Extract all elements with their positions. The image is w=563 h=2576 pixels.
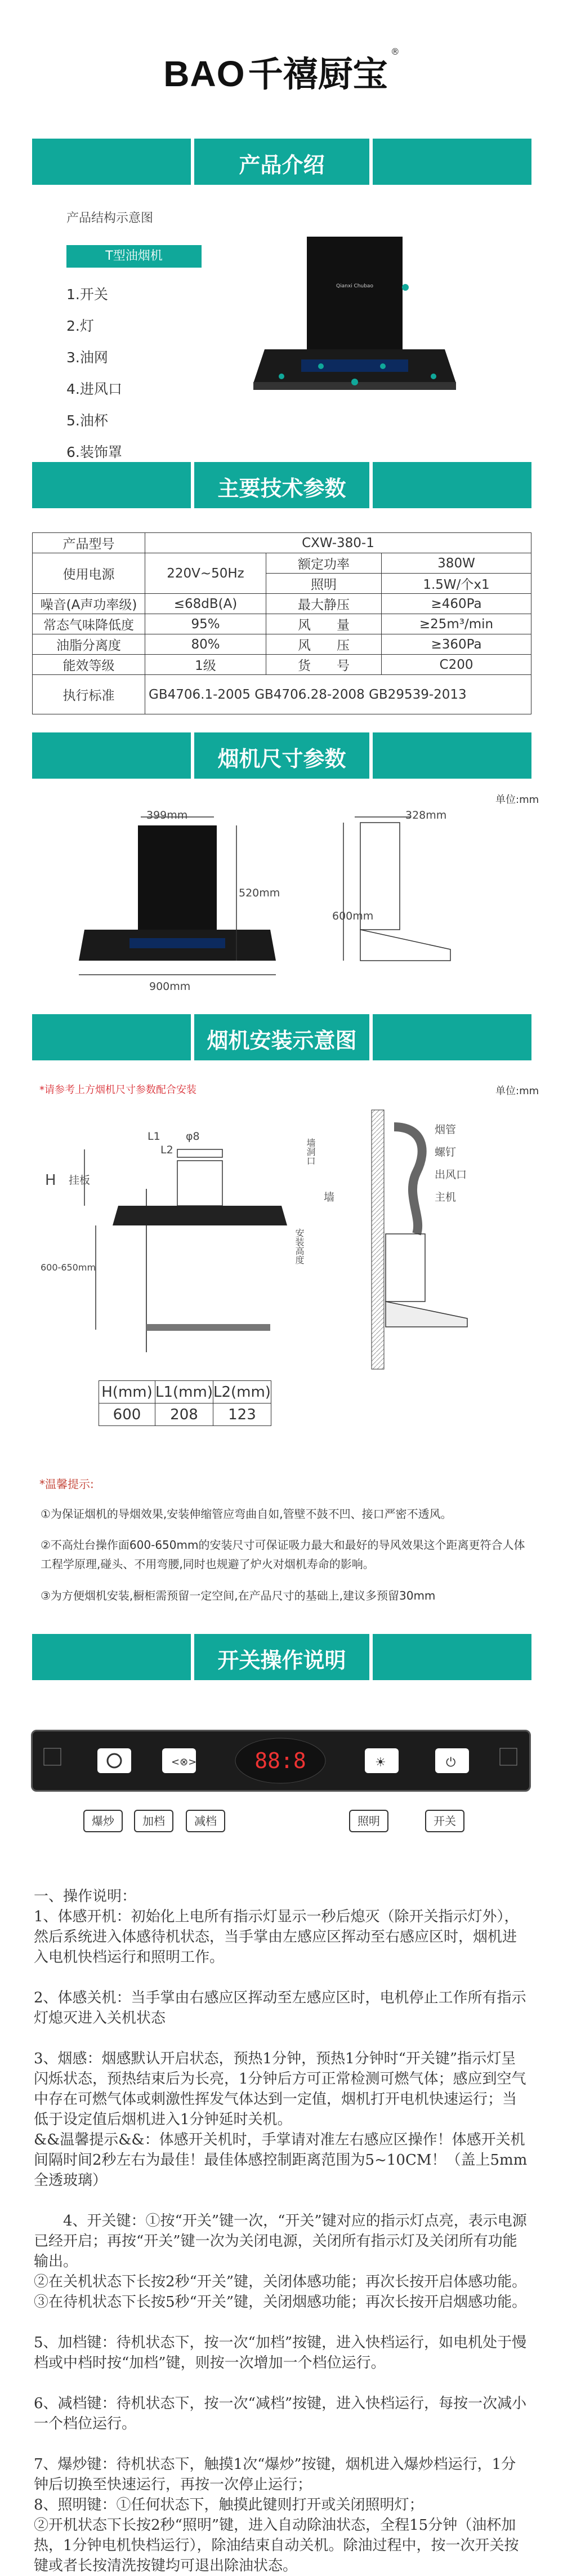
control-panel-svg [33,1731,529,1790]
install-hood [113,1206,287,1225]
spec-row [33,594,531,614]
dimension-drawing [56,806,518,1009]
part-item: 3.油网 [66,349,108,366]
dim-depth: 328mm [405,809,447,821]
dim-side-canopy [360,930,450,961]
hood-brand-mark: Qianxi Chubao [336,283,373,289]
hood-callout-dot [279,374,284,379]
hood-chimney [307,237,403,349]
spec-cell: ≥460Pa [382,594,531,614]
brand-logo [0,46,563,96]
install-label-main: 主机 [435,1191,457,1203]
sensor-left [44,1748,61,1765]
spec-cell: GB4706.1-2005 GB4706.28-2008 GB29539-2013 [145,675,531,714]
dim-height: 520mm [239,887,280,899]
spec-cell: 380W [382,553,531,574]
spec-cell: 执行标准 [33,675,145,714]
install-dim-header-row [99,1381,271,1404]
install-label-range: 600-650mm [41,1262,96,1273]
section-title-dims: 烟机尺寸参数 [217,747,346,771]
install-label-height: 安装高度 [294,1228,305,1264]
spec-cell: 常态气味降低度 [33,614,145,634]
callout-power: 开关 [425,1810,464,1832]
dim-side-height: 600mm [332,910,374,922]
install-side-chimney [386,1234,425,1302]
spec-cell: 最大静压 [266,594,382,614]
callout-speed-up: 加档 [134,1810,173,1832]
boost-key[interactable] [97,1748,131,1773]
spec-cell: 油脂分离度 [33,634,145,655]
install-dim-value-row [99,1404,271,1426]
dim-width-bottom: 900mm [149,980,191,993]
install-tip: ③为方便烟机安装,橱柜需预留一定空间,在产品尺寸的基础上,建议多预留30mm [41,1589,436,1602]
dims-unit: 单位:mm [495,794,539,806]
hood-callout-dot [380,363,386,369]
install-chimney [177,1161,222,1206]
hood-control-strip [301,359,408,372]
spec-cell: ≤68dB(A) [145,594,266,614]
install-label-screw: 螺钉 [435,1146,457,1158]
section-title-ops: 开关操作说明 [217,1648,346,1673]
section-banner-dims [32,732,531,779]
spec-cell: 风 量 [266,614,382,634]
install-label-H: H [45,1172,56,1189]
spec-cell: 使用电源 [33,553,145,594]
spec-cell: ≥360Pa [382,634,531,655]
dim-width-top: 399mm [146,809,188,821]
spec-cell: C200 [382,655,531,675]
spec-cell: 照明 [266,574,382,594]
spec-table [32,532,531,714]
range-hood-illustration [248,237,462,439]
install-dim-table [99,1380,271,1426]
dim-hood-chimney [138,825,217,930]
intro-product-pill: T型油烟机 [66,245,202,268]
section-banner-install [32,1014,531,1060]
spec-cell: CXW-380-1 [145,533,531,553]
dim-hood-controls [129,938,225,948]
spec-row [33,533,531,553]
hood-callout-dot [402,284,409,291]
install-note: *请参考上方烟机尺寸参数配合安装 [39,1084,196,1096]
part-item: 6.装饰罩 [66,444,122,460]
spec-cell: 1级 [145,655,266,675]
spec-row [33,675,531,714]
spec-row [33,634,531,655]
callout-boost: 爆炒 [83,1810,123,1832]
install-dim-value: 600 [99,1404,155,1426]
spec-cell: 能效等级 [33,655,145,675]
spec-row [33,614,531,634]
section-banner-specs [32,462,531,508]
intro-diagram-label: 产品结构示意图 [66,211,154,225]
spec-row [33,553,531,574]
install-dim-header: L2(mm) [213,1381,271,1404]
part-item: 5.油杯 [66,412,108,429]
section-banner-ops [32,1634,531,1680]
install-label-L1: L1 [148,1130,160,1143]
install-tip: ②不高灶台操作面600-650mm的安装尺寸可保证吸力最大和最好的导风效果这个距离更符合人体工程学原理,碰头、不用弯腰,同时也规避了炉火对烟机寿命的影响。 [41,1538,525,1571]
spec-cell: 风 压 [266,634,382,655]
spec-cell: ≥25m³/min [382,614,531,634]
section-title-specs: 主要技术参数 [217,476,346,501]
hood-callout-dot [431,374,436,379]
install-label-hang: 挂板 [69,1174,91,1187]
install-tips-title: *温馨提示: [39,1477,94,1491]
spec-cell: 95% [145,614,266,634]
spec-cell: 货 号 [266,655,382,675]
logo-registered-mark: ® [390,46,400,57]
callout-light: 照明 [349,1810,388,1832]
install-dim-header: L1(mm) [155,1381,213,1404]
display-digits: 88:8 [254,1748,306,1773]
section-title-intro: 产品介绍 [239,153,325,177]
install-label-wall-hole: 墙洞口 [305,1138,316,1165]
logo-latin: BAO [163,54,245,94]
install-duct-pipe [394,1127,422,1234]
install-side-wall [372,1110,384,1369]
install-dim-header: H(mm) [99,1381,155,1404]
install-label-phi: φ8 [186,1130,200,1143]
callout-speed-down: 减档 [186,1810,225,1832]
install-label-wall: 墙 [324,1191,335,1203]
part-item: 2.灯 [66,318,94,334]
part-item: 1.开关 [66,286,108,303]
logo-cn: 千禧厨宝 [248,54,388,95]
install-dim-value: 123 [213,1404,271,1426]
hood-callout-dot [318,363,324,369]
install-label-L2: L2 [160,1144,173,1156]
install-unit: 单位:mm [495,1085,539,1097]
spec-cell: 噪音(A声功率级) [33,594,145,614]
install-stove [146,1324,270,1331]
section-title-install: 烟机安装示意图 [207,1028,357,1053]
sensor-right [500,1748,517,1765]
light-icon: ☀ [375,1756,386,1770]
spec-cell: 额定功率 [266,553,382,574]
speed-up-icon: <⊗> [171,1756,197,1768]
spec-cell: 产品型号 [33,533,145,553]
spec-cell: 1.5W/个x1 [382,574,531,594]
part-item: 4.进风口 [66,381,122,397]
parts-list [66,279,122,468]
install-label-pipe: 烟管 [435,1123,457,1136]
operation-instructions: 一、操作说明： 1、体感开机：初始化上电所有指示灯显示一秒后熄灭（除开关指示灯外），然后系统进入体感待机状态，当手掌由左感应区挥动至右感应区时，烟机进入电机快档运行和照明工作。 2、体感关机：当手掌由右感应区挥动至左感应区时，电机停止工作所有指示灯熄灭进入关机状态 3、烟感：烟感默认开启状态，预热1分钟，预热1分钟时“开关键”指示灯呈闪烁状态，预热结束后为长亮，1分钟后方可正常检测可燃气体；感应到空气中存在可燃气体或刺激性挥发气体达到一定值，烟机打开电机快速运行；当低于设定值后烟机进入1分钟延时关机。 &&温馨提示&&：体感开关机时，手掌请对准左右感应区操作！体感开关机间隔时间2秒左右为最佳！最佳体感控制距离范围为5~10CM！（盖上5mm全透玻璃） 4、开关键：①按“开关”键一次，“开关”键对应的指示灯点亮，表示电源已经开启；再按“开关”键一次为关闭电源，关闭所有指示灯及关闭所有功能输出。 ②在关机状态下长按2秒“开关”键，关闭体感功能；再次长按开启体感功能。 ③在待机状态下长按5秒“开关”键，关闭烟感功能；再次长按开启烟感功能。 5、加档键：待机状态下，按一次“加档”按键，进入快档运行，如电机处于慢档或中档时按“加档”键，则按一次增加一个档位运行。 6、减档键：待机状态下，按一次“减档”按键，进入快档运行，每按一次减小一个档位运行。 7、爆炒键：待机状态下，触摸1次“爆炒”按键，烟机进入爆炒档运行，1分钟后切换至快速运行，再按一次停止运行； 8、照明键：①任何状态下，触摸此键则打开或关闭照明灯； ②开机状态下长按2秒“照明”键，进入自动除油状态，全程15分钟（油杯加热，1分钟电机快档运行），除油结束自动关机。除油过程中，按一次开关按键或者长按清洗按键均可退出除油状态。 [34,1888,528,2574]
hood-callout-dot [351,379,358,385]
spec-row [33,655,531,675]
power-icon: ⏻ [446,1756,456,1770]
spec-cell: 220V~50Hz [145,553,266,594]
control-panel [31,1730,531,1792]
install-label-outlet: 出风口 [435,1169,467,1181]
install-side-hood [386,1302,467,1327]
spec-cell: 80% [145,634,266,655]
install-hanger-plate [177,1149,222,1157]
install-dim-value: 208 [155,1404,213,1426]
install-tip: ①为保证烟机的导烟效果,安装伸缩管应弯曲自如,管壁不鼓不凹、接口严密不透风。 [41,1507,452,1521]
section-banner-intro [32,139,531,185]
